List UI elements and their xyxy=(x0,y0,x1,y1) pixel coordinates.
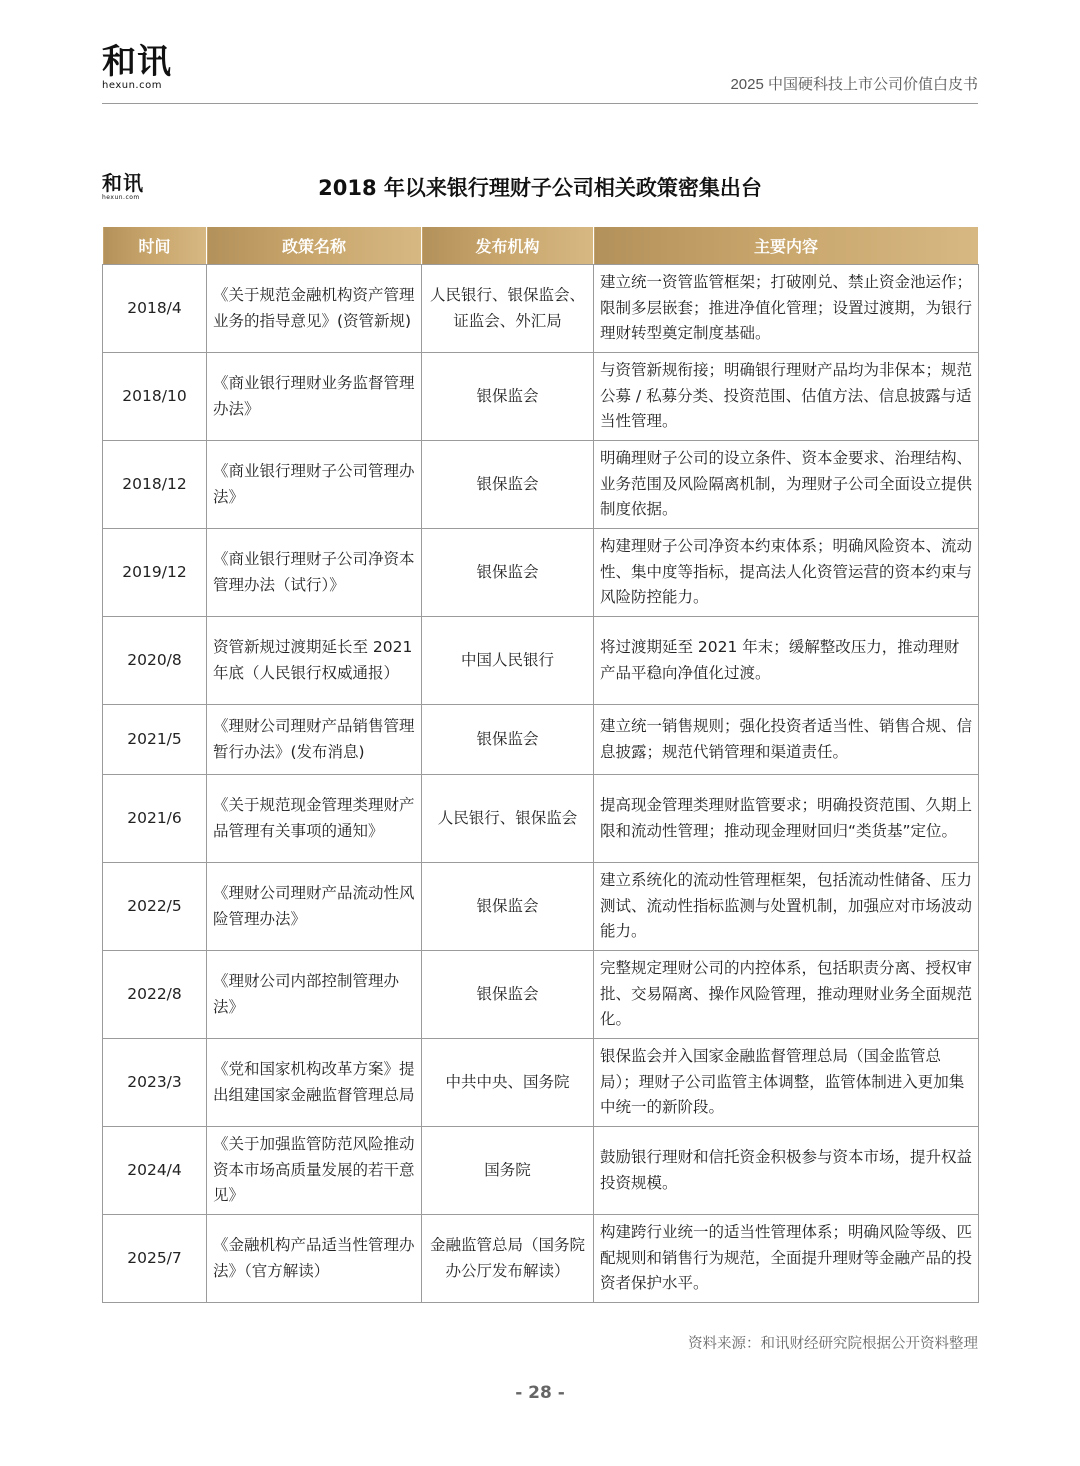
policy-content: 构建跨行业统一的适当性管理体系；明确风险等级、匹配规则和销售行为规范，全面提升理财等金融产品的投资者保护水平。 xyxy=(594,1215,979,1303)
policy-org: 银保监会 xyxy=(422,353,594,441)
policy-name: 《关于规范现金管理类理财产品管理有关事项的通知》 xyxy=(207,775,422,863)
policy-date: 2022/8 xyxy=(103,951,207,1039)
policy-date: 2018/4 xyxy=(103,265,207,353)
policy-date: 2022/5 xyxy=(103,863,207,951)
policy-content: 提高现金管理类理财监管要求；明确投资范围、久期上限和流动性管理；推动现金理财回归“类货基”定位。 xyxy=(594,775,979,863)
table-row xyxy=(103,617,979,705)
policy-date: 2021/5 xyxy=(103,705,207,775)
table-row xyxy=(103,353,979,441)
table-logo-text: 和讯 xyxy=(102,171,144,195)
policy-content: 银保监会并入国家金融监督管理总局（国金监管总局）；理财子公司监管主体调整，监管体制进入更加集中统一的新阶段。 xyxy=(594,1039,979,1127)
source-note: 资料来源：和讯财经研究院根据公开资料整理 xyxy=(688,1336,978,1352)
page-number: - 28 - xyxy=(515,1383,565,1403)
policy-name: 《关于规范金融机构资产管理业务的指导意见》(资管新规) xyxy=(207,265,422,353)
policy-org: 银保监会 xyxy=(422,705,594,775)
policy-org: 银保监会 xyxy=(422,529,594,617)
policy-date: 2019/12 xyxy=(103,529,207,617)
policy-content: 完整规定理财公司的内控体系，包括职责分离、授权审批、交易隔离、操作风险管理，推动理财业务全面规范化。 xyxy=(594,951,979,1039)
policy-org: 银保监会 xyxy=(422,441,594,529)
policy-date: 2018/12 xyxy=(103,441,207,529)
table-row xyxy=(103,951,979,1039)
policy-date: 2020/8 xyxy=(103,617,207,705)
table-row xyxy=(103,1039,979,1127)
table-row xyxy=(103,863,979,951)
page-header xyxy=(102,44,978,100)
policy-org: 金融监管总局（国务院办公厅发布解读） xyxy=(422,1215,594,1303)
policy-content: 建立统一销售规则；强化投资者适当性、销售合规、信息披露；规范代销管理和渠道责任。 xyxy=(594,705,979,775)
table-row xyxy=(103,775,979,863)
policy-org: 中共中央、国务院 xyxy=(422,1039,594,1127)
table-row xyxy=(103,529,979,617)
policy-content: 明确理财子公司的设立条件、资本金要求、治理结构、业务范围及风险隔离机制，为理财子公司全面设立提供制度依据。 xyxy=(594,441,979,529)
hexun-logo[interactable] xyxy=(102,44,172,92)
column-header-org: 发布机构 xyxy=(422,227,594,265)
policy-name: 资管新规过渡期延长至 2021 年底（人民银行权威通报） xyxy=(207,617,422,705)
policy-name: 《商业银行理财业务监督管理办法》 xyxy=(207,353,422,441)
table-logo-subtext: hexun.com xyxy=(102,194,140,201)
policy-org: 中国人民银行 xyxy=(422,617,594,705)
policy-content: 鼓励银行理财和信托资金积极参与资本市场，提升权益投资规模。 xyxy=(594,1127,979,1215)
logo-text: 和讯 xyxy=(102,42,172,82)
policy-date: 2023/3 xyxy=(103,1039,207,1127)
header-divider xyxy=(102,103,978,104)
policy-org: 国务院 xyxy=(422,1127,594,1215)
table-header-row xyxy=(103,227,979,265)
policy-content: 建立系统化的流动性管理框架，包括流动性储备、压力测试、流动性指标监测与处置机制，加强应对市场波动能力。 xyxy=(594,863,979,951)
policy-date: 2021/6 xyxy=(103,775,207,863)
table-row xyxy=(103,1127,979,1215)
table-heading xyxy=(102,168,978,208)
column-header-name: 政策名称 xyxy=(207,227,422,265)
policy-name: 《金融机构产品适当性管理办法》（官方解读） xyxy=(207,1215,422,1303)
policy-name: 《商业银行理财子公司管理办法》 xyxy=(207,441,422,529)
policy-org: 人民银行、银保监会 xyxy=(422,775,594,863)
table-row xyxy=(103,265,979,353)
policy-table xyxy=(102,226,979,1303)
table-row xyxy=(103,705,979,775)
policy-name: 《商业银行理财子公司净资本管理办法（试行）》 xyxy=(207,529,422,617)
policy-date: 2024/4 xyxy=(103,1127,207,1215)
policy-content: 构建理财子公司净资本约束体系；明确风险资本、流动性、集中度等指标，提高法人化资管运营的资本约束与风险防控能力。 xyxy=(594,529,979,617)
table-row xyxy=(103,1215,979,1303)
policy-date: 2018/10 xyxy=(103,353,207,441)
policy-org: 人民银行、银保监会、证监会、外汇局 xyxy=(422,265,594,353)
policy-content: 建立统一资管监管框架；打破刚兑、禁止资金池运作；限制多层嵌套；推进净值化管理；设置过渡期，为银行理财转型奠定制度基础。 xyxy=(594,265,979,353)
policy-name: 《理财公司理财产品流动性风险管理办法》 xyxy=(207,863,422,951)
logo-subtext: hexun.com xyxy=(102,80,162,91)
policy-name: 《理财公司理财产品销售管理暂行办法》(发布消息) xyxy=(207,705,422,775)
policy-name: 《党和国家机构改革方案》提出组建国家金融监督管理总局 xyxy=(207,1039,422,1127)
policy-org: 银保监会 xyxy=(422,863,594,951)
report-title: 2025 中国硬科技上市公司价值白皮书 xyxy=(730,76,978,93)
column-header-date: 时间 xyxy=(103,227,207,265)
policy-name: 《理财公司内部控制管理办法》 xyxy=(207,951,422,1039)
policy-date: 2025/7 xyxy=(103,1215,207,1303)
policy-org: 银保监会 xyxy=(422,951,594,1039)
policy-content: 将过渡期延至 2021 年末；缓解整改压力，推动理财产品平稳向净值化过渡。 xyxy=(594,617,979,705)
table-row xyxy=(103,441,979,529)
table-title: 2018 年以来银行理财子公司相关政策密集出台 xyxy=(318,176,762,200)
policy-content: 与资管新规衔接；明确银行理财产品均为非保本；规范公募 / 私募分类、投资范围、估值方法、信息披露与适当性管理。 xyxy=(594,353,979,441)
column-header-content: 主要内容 xyxy=(594,227,979,265)
policy-name: 《关于加强监管防范风险推动资本市场高质量发展的若干意见》 xyxy=(207,1127,422,1215)
